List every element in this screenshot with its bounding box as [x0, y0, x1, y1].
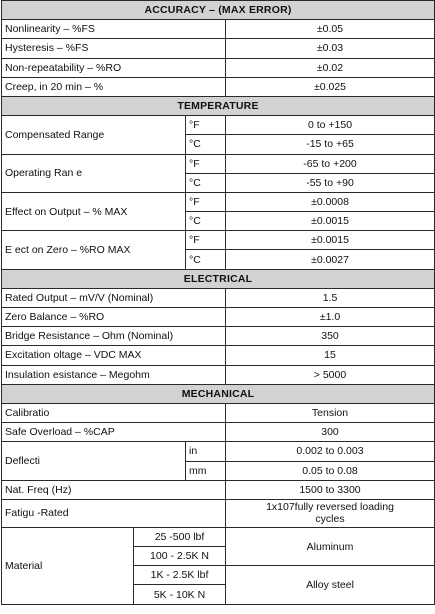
creep-value: ±0.025 — [226, 77, 435, 96]
natural-frequency-label: Nat. Freq (Hz) — [2, 480, 226, 499]
table-row — [2, 527, 435, 546]
material-label: Material — [2, 527, 134, 604]
deflection-in-value: 0.002 to 0.003 — [226, 442, 435, 461]
compensated-range-c-value: -15 to +65 — [226, 135, 435, 154]
material-range-n-steel: 5K - 10K N — [134, 585, 226, 604]
bridge-resistance-label: Bridge Resistance – Ohm (Nominal) — [2, 327, 226, 346]
deflection-label: Deflecti — [2, 442, 186, 480]
compensated-range-label: Compensated Range — [2, 116, 186, 154]
non-repeatability-value: ±0.02 — [226, 58, 435, 77]
accuracy-title: ACCURACY – (MAX ERROR) — [2, 1, 435, 20]
table-row — [2, 327, 435, 346]
section-header-accuracy — [2, 1, 435, 20]
unit-fahrenheit: °F — [186, 192, 226, 211]
mechanical-title: MECHANICAL — [2, 384, 435, 403]
table-row — [2, 20, 435, 39]
material-range-n-aluminum: 100 - 2.5K N — [134, 547, 226, 566]
calibration-value: Tension — [226, 403, 435, 422]
table-row — [2, 39, 435, 58]
effect-on-output-c-value: ±0.0015 — [226, 212, 435, 231]
fatigue-rated-label: Fatigu -Rated — [2, 499, 226, 527]
effect-on-zero-label: E ect on Zero – %RO MAX — [2, 231, 186, 269]
section-header-mechanical — [2, 384, 435, 403]
fatigue-rated-value: 1x107fully reversed loading cycles — [226, 499, 435, 527]
creep-label: Creep, in 20 min – % — [2, 77, 226, 96]
operating-range-f-value: -65 to +200 — [226, 154, 435, 173]
table-row — [2, 346, 435, 365]
table-row — [2, 192, 435, 211]
rated-output-label: Rated Output – mV/V (Nominal) — [2, 288, 226, 307]
hysteresis-label: Hysteresis – %FS — [2, 39, 226, 58]
effect-on-zero-f-value: ±0.0015 — [226, 231, 435, 250]
safe-overload-label: Safe Overload – %CAP — [2, 423, 226, 442]
zero-balance-value: ±1.0 — [226, 308, 435, 327]
rated-output-value: 1.5 — [226, 288, 435, 307]
unit-inch: in — [186, 442, 226, 461]
compensated-range-f-value: 0 to +150 — [226, 116, 435, 135]
table-row — [2, 58, 435, 77]
natural-frequency-value: 1500 to 3300 — [226, 480, 435, 499]
effect-on-output-label: Effect on Output – % MAX — [2, 192, 186, 230]
hysteresis-value: ±0.03 — [226, 39, 435, 58]
unit-fahrenheit: °F — [186, 116, 226, 135]
effect-on-zero-c-value: ±0.0027 — [226, 250, 435, 269]
table-row — [2, 288, 435, 307]
material-alloy-steel-value: Alloy steel — [226, 566, 435, 604]
unit-fahrenheit: °F — [186, 231, 226, 250]
material-range-lbf-steel: 1K - 2.5K lbf — [134, 566, 226, 585]
spec-sheet — [1, 0, 434, 605]
table-row — [2, 365, 435, 384]
bridge-resistance-value: 350 — [226, 327, 435, 346]
electrical-title: ELECTRICAL — [2, 269, 435, 288]
nonlinearity-value: ±0.05 — [226, 20, 435, 39]
table-row — [2, 403, 435, 422]
table-row — [2, 308, 435, 327]
safe-overload-value: 300 — [226, 423, 435, 442]
calibration-label: Calibratio — [2, 403, 226, 422]
unit-fahrenheit: °F — [186, 154, 226, 173]
excitation-voltage-label: Excitation oltage – VDC MAX — [2, 346, 226, 365]
table-row — [2, 480, 435, 499]
zero-balance-label: Zero Balance – %RO — [2, 308, 226, 327]
insulation-resistance-value: > 5000 — [226, 365, 435, 384]
nonlinearity-label: Nonlinearity – %FS — [2, 20, 226, 39]
section-header-electrical — [2, 269, 435, 288]
table-row — [2, 423, 435, 442]
temperature-title: TEMPERATURE — [2, 96, 435, 115]
section-header-temperature — [2, 96, 435, 115]
operating-range-label: Operating Ran e — [2, 154, 186, 192]
table-row — [2, 442, 435, 461]
excitation-voltage-value: 15 — [226, 346, 435, 365]
table-row — [2, 154, 435, 173]
unit-celsius: °C — [186, 212, 226, 231]
non-repeatability-label: Non-repeatability – %RO — [2, 58, 226, 77]
effect-on-output-f-value: ±0.0008 — [226, 192, 435, 211]
table-row — [2, 499, 435, 527]
operating-range-c-value: -55 to +90 — [226, 173, 435, 192]
specifications-table — [1, 0, 435, 605]
unit-celsius: °C — [186, 135, 226, 154]
table-row — [2, 77, 435, 96]
material-aluminum-value: Aluminum — [226, 527, 435, 565]
insulation-resistance-label: Insulation esistance – Megohm — [2, 365, 226, 384]
unit-millimeter: mm — [186, 461, 226, 480]
unit-celsius: °C — [186, 173, 226, 192]
table-row — [2, 231, 435, 250]
unit-celsius: °C — [186, 250, 226, 269]
deflection-mm-value: 0.05 to 0.08 — [226, 461, 435, 480]
material-range-lbf-aluminum: 25 -500 lbf — [134, 527, 226, 546]
table-row — [2, 116, 435, 135]
